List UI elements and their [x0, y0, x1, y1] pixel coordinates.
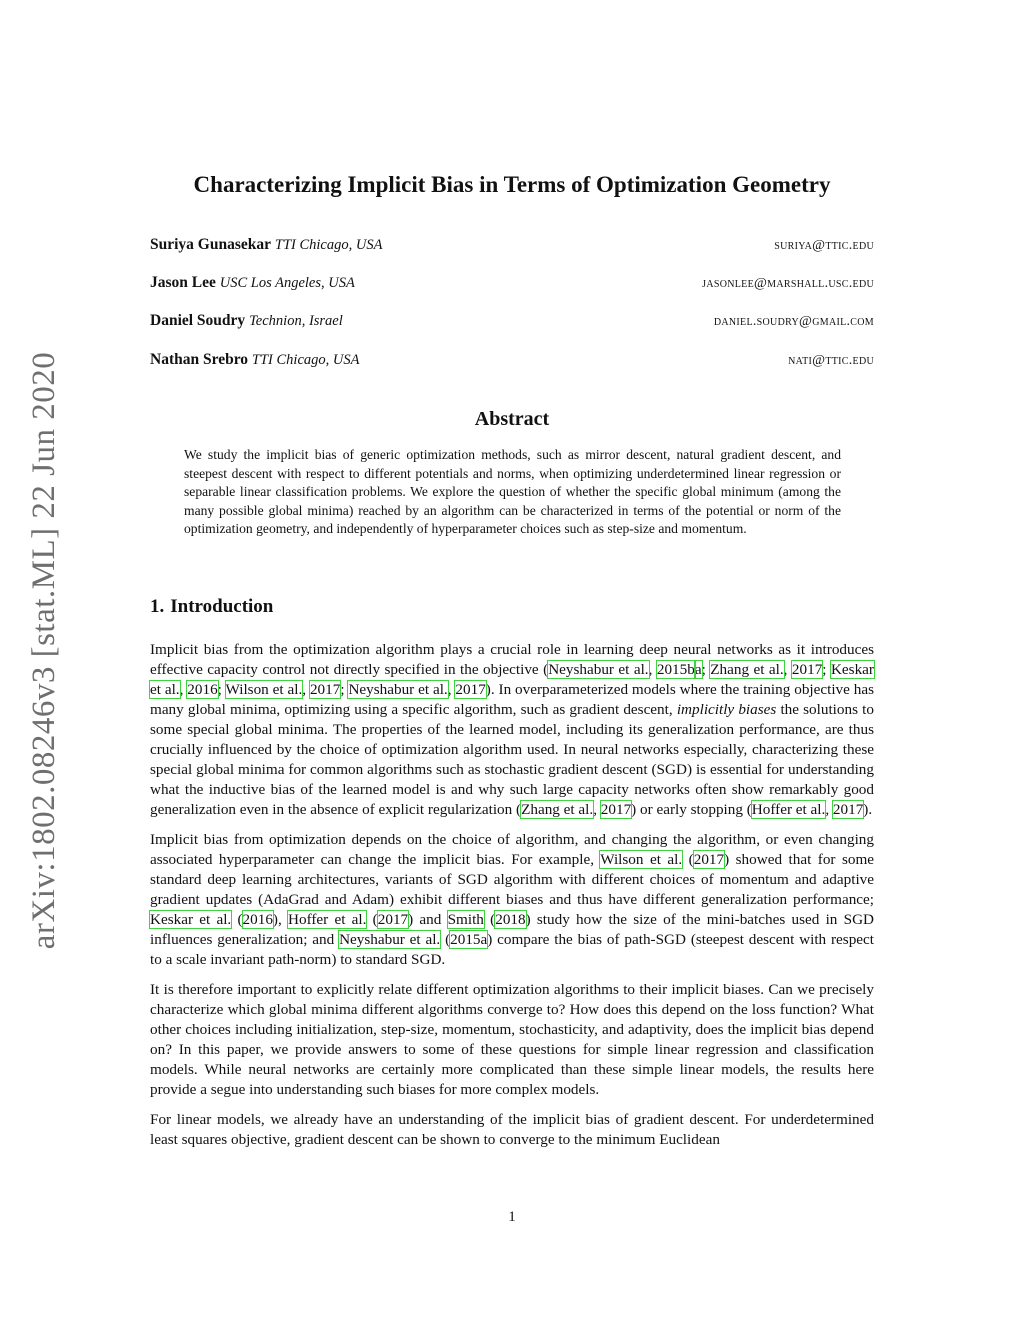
text-run: ,: [825, 801, 833, 818]
citation-link[interactable]: Hoffer et al.: [288, 911, 367, 928]
citation-link[interactable]: 2017: [309, 681, 341, 698]
text-run: ).: [863, 801, 873, 818]
citation-link[interactable]: Keskar et al.: [150, 911, 232, 928]
citation-link[interactable]: Neyshabur et al.: [348, 681, 448, 698]
emphasis: implicitly biases: [676, 701, 777, 718]
text-run: ). In overparameterized models where the training objective has many global minima, optimizing using a specific algorithm, such as gradient descent,: [150, 681, 875, 718]
citation-link[interactable]: a: [694, 661, 702, 678]
author-affiliation: Technion, Israel: [249, 313, 343, 329]
citation-link[interactable]: Neyshabur et al.: [548, 661, 649, 678]
body-text: [150, 640, 874, 1160]
citation-link[interactable]: 2015a: [450, 931, 488, 948]
citation-link[interactable]: 2016: [242, 911, 273, 928]
author-name: Jason Lee: [150, 274, 216, 291]
text-run: (: [231, 911, 243, 928]
page-number: 1: [508, 1209, 516, 1225]
text-run: (: [366, 911, 378, 928]
citation-link[interactable]: Keskar et al.: [150, 661, 874, 698]
text-run: Implicit bias from optimization depends on the choice of algorithm, and changing the algorithm, or even changing associated hyperparameter can change the implicit bias. For example,: [150, 831, 874, 868]
author-affiliation: USC Los Angeles, USA: [219, 275, 355, 291]
author-email: daniel.soudry@gmail.com: [713, 314, 874, 329]
text-run: ;: [822, 661, 831, 678]
paper-title: Characterizing Implicit Bias in Terms of Optimization Geometry: [193, 172, 831, 197]
arxiv-identifier: [10, 350, 80, 950]
citation-link[interactable]: Smith: [447, 911, 484, 928]
abstract-text: We study the implicit bias of generic optimization methods, such as mirror descent, natural gradient descent, and steepest descent with respect to different potentials and norms, when optimizing underdetermined linear regression or separable linear classification problems. We explore the question of whether the specific global minimum (among the many possible global minima) reached by an algorithm can be characterized in terms of the potential or norm of the optimization geometry, and independently of hyperparameter choices such as step-size and momentum.: [184, 447, 841, 536]
text-run: Implicit bias from the optimization algorithm plays a crucial role in learning deep neural networks as it introduces effective capacity control not directly specified in the objective (: [150, 641, 874, 678]
author-name: Suriya Gunasekar: [150, 236, 272, 253]
citation-link[interactable]: 2017: [693, 851, 725, 868]
citation-link[interactable]: 2016: [187, 681, 218, 698]
text-run: ,: [648, 661, 657, 678]
author-email: jasonlee@marshall.usc.edu: [702, 276, 874, 291]
text-run: (: [483, 911, 496, 928]
author-row: [150, 351, 874, 375]
text-run: ,: [302, 681, 310, 698]
citation-link[interactable]: Neyshabur et al.: [339, 931, 441, 948]
author-row: [150, 312, 874, 336]
citation-link[interactable]: 2017: [832, 801, 864, 818]
citation-link[interactable]: 2018: [495, 911, 526, 928]
text-run: ,: [179, 681, 188, 698]
text-run: ) compare the bias of path-SGD (steepest descent with respect to a scale invariant path-norm) to standard SGD.: [150, 931, 874, 968]
text-run: ) showed that for some standard deep learning architectures, variants of SGD algorithm with different choices of momentum and adaptive gradient updates (AdaGrad and Adam) exhibit different biases and thus have different generalization performance;: [150, 851, 875, 908]
abstract-heading: Abstract: [474, 408, 550, 430]
text-run: ),: [272, 911, 289, 928]
citation-link[interactable]: 2017: [600, 801, 632, 818]
section-heading: [150, 596, 273, 618]
text-run: the solutions to some special global minima. The properties of the learned model, including its generalization performance, are thus crucially influenced by the choice of optimization algorithm used. In neural networks especially, characterizing these special global minima for common algorithms such as stochastic gradient descent (SGD) is essential for understanding what the inductive bias of the learned model is and why such large capacity networks often show remarkably good generalization even in the absence of explicit regularization (: [150, 701, 874, 818]
paragraph: For linear models, we already have an understanding of the implicit bias of gradient descent. For underdetermined least squares objective, gradient descent can be shown to converge to the minimum Euclidean: [150, 1111, 874, 1148]
citation-link[interactable]: Hoffer et al.: [751, 801, 826, 818]
paragraph: [150, 640, 874, 820]
text-run: ) or early stopping (: [631, 801, 752, 818]
arxiv-identifier-text: arXiv:1802.08246v3 [stat.ML] 22 Jun 2020: [26, 351, 63, 949]
citation-link[interactable]: Wilson et al.: [600, 851, 683, 868]
author-email: nati@ttic.edu: [788, 353, 874, 368]
citation-link[interactable]: Zhang et al.: [710, 661, 784, 678]
citation-link[interactable]: Zhang et al.: [521, 801, 594, 818]
text-run: ,: [593, 801, 601, 818]
citation-link[interactable]: 2017: [791, 661, 823, 678]
text-run: ;: [340, 681, 349, 698]
text-run: ;: [217, 681, 226, 698]
section-number: 1.: [150, 596, 165, 617]
text-run: ) study how the size of the mini-batches used in SGD influences generalization; and: [150, 911, 875, 948]
citation-link[interactable]: 2017: [377, 911, 409, 928]
text-run: ,: [783, 661, 792, 678]
text-run: ;: [701, 661, 711, 678]
author-row: [150, 236, 874, 260]
text-run: (: [440, 931, 451, 948]
citation-link[interactable]: 2015b: [656, 661, 695, 678]
author-name: Daniel Soudry: [150, 312, 246, 329]
author-row: [150, 274, 874, 298]
text-run: ) and: [408, 911, 448, 928]
text-run: ,: [447, 681, 456, 698]
author-email: suriya@ttic.edu: [774, 238, 874, 253]
author-affiliation: TTI Chicago, USA: [274, 237, 383, 253]
author-name: Nathan Srebro: [150, 351, 249, 368]
author-affiliation: TTI Chicago, USA: [251, 352, 360, 368]
paragraph: It is therefore important to explicitly relate different optimization algorithms to their implicit biases. Can we precisely characterize which global minima different algorithms converge to? How does this depend on the loss function? What other choices including initialization, step-size, momentum, stochasticity, and adaptivity, does the implicit bias depend on? In this paper, we provide answers to some of these questions for simple linear regression and classification models. While neural networks are certainly more complicated than these simple linear models, the results here provide a segue into understanding such biases for more complex models.: [150, 981, 874, 1098]
citation-link[interactable]: 2017: [455, 681, 486, 698]
citation-link[interactable]: Wilson et al.: [225, 681, 303, 698]
section-title: Introduction: [170, 596, 274, 617]
paragraph: [150, 830, 874, 970]
text-run: (: [682, 851, 694, 868]
